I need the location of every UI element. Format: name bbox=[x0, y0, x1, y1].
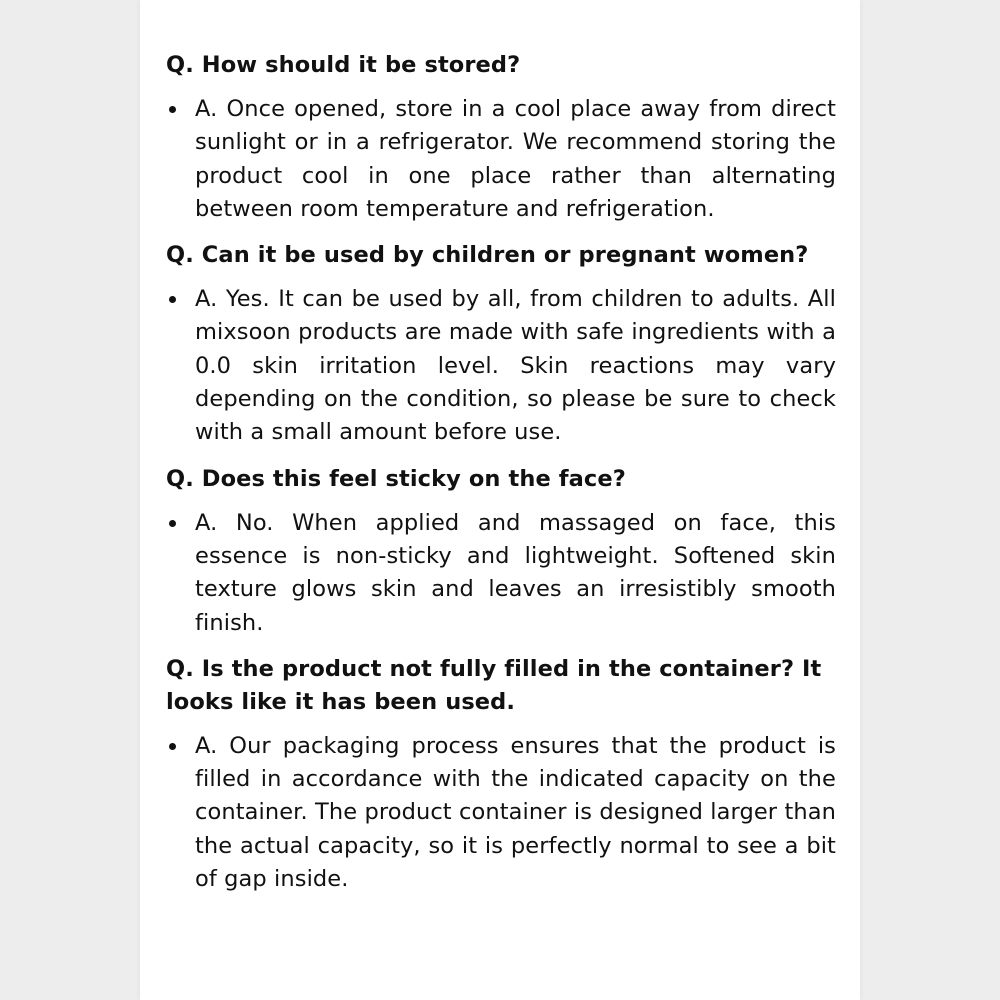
faq-answer-text: A. Our packaging process ensures that the product is filled in accordance with the indicated capacity on the container. The product container is designed larger than the actual capacity, so it is perfectly normal to see a bit of gap inside. bbox=[195, 732, 836, 893]
faq-question: Q. Does this feel sticky on the face? bbox=[166, 465, 626, 492]
faq-answer bbox=[166, 507, 836, 640]
faq-answer-list bbox=[166, 507, 836, 640]
faq-item-storage bbox=[166, 49, 836, 226]
bullet-icon bbox=[169, 743, 176, 750]
faq-item-children-pregnant bbox=[166, 239, 836, 449]
faq-answer-text: A. Once opened, store in a cool place away from direct sunlight or in a refrigerator. We recommend storing the product cool in one place rather than alternating between room temperature and refrigeration. bbox=[195, 96, 836, 222]
faq-answer-text: A. Yes. It can be used by all, from children to adults. All mixsoon products are made with safe ingredients with a 0.0 skin irritation level. Skin reactions may vary depending on the condition, so please be sure to check with a small amount before use. bbox=[195, 286, 836, 446]
faq-item-container-fill bbox=[166, 653, 836, 896]
bullet-icon bbox=[169, 106, 176, 113]
bullet-icon bbox=[169, 520, 176, 527]
faq-answer bbox=[166, 93, 836, 226]
faq-answer bbox=[166, 730, 836, 896]
faq-question: Q. Can it be used by children or pregnant women? bbox=[166, 242, 809, 269]
faq-question: Q. How should it be stored? bbox=[166, 52, 521, 78]
faq-page bbox=[140, 0, 860, 1000]
faq-answer-list bbox=[166, 730, 836, 896]
faq-answer-text: A. No. When applied and massaged on face, this essence is non-sticky and lightweight. Softened skin texture glows skin and leaves an irresistibly smooth finish. bbox=[195, 509, 836, 636]
faq-content bbox=[166, 49, 836, 909]
faq-answer-list bbox=[166, 283, 836, 449]
faq-question: Q. Is the product not fully filled in the container? It looks like it has been used. bbox=[166, 655, 822, 715]
faq-answer bbox=[166, 283, 836, 449]
bullet-icon bbox=[169, 296, 176, 303]
faq-answer-list bbox=[166, 93, 836, 226]
faq-item-sticky bbox=[166, 463, 836, 640]
